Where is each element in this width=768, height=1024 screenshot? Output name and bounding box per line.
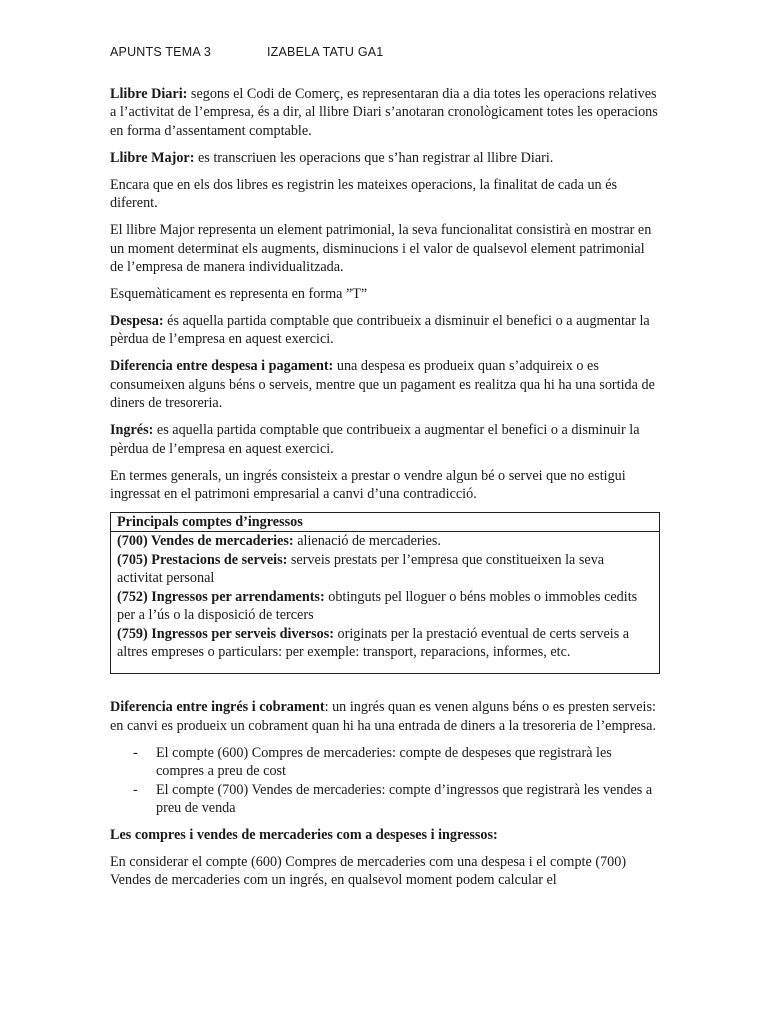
account-term: (700) Vendes de mercaderies: xyxy=(117,533,294,550)
heading-compres-vendes: Les compres i vendes de mercaderies com a despeses i ingressos: xyxy=(110,826,498,843)
account-term: (752) Ingressos per arrendaments: xyxy=(117,588,325,605)
paragraph-termes-generals: En termes generals, un ingrés consisteix a prestar o vendre algun bé o servei que no estigui ingressat en el patrimoni empresarial a canvi d’una contradicció. xyxy=(110,467,626,503)
account-text: alienació de mercaderies. xyxy=(293,533,441,550)
account-term: (759) Ingressos per serveis diversos: xyxy=(117,625,334,642)
paragraph-llibre-diari xyxy=(110,85,660,140)
header-topic: APUNTS TEMA 3 xyxy=(110,45,212,59)
term-despesa: Despesa: xyxy=(110,313,164,330)
term-ingres-cobrament: Diferencia entre ingrés i cobrament xyxy=(110,699,325,716)
account-entry xyxy=(117,588,653,625)
document-body xyxy=(110,85,660,898)
paragraph-ingres-cobrament xyxy=(110,698,660,735)
account-text: originats per la prestació eventual de certs serveis a altres empreses o particulars: per exemple: transport, reparacions, informes, etc. xyxy=(117,625,630,660)
paragraph-ingres xyxy=(110,421,660,458)
accounts-list xyxy=(110,744,660,818)
term-llibre-major: Llibre Major: xyxy=(110,149,195,166)
account-entry xyxy=(117,532,653,550)
paragraph-finalitat: Encara que en els dos libres es registrin les mateixes operacions, la finalitat de cada un és diferent. xyxy=(110,176,618,212)
header-author: IZABELA TATU GA1 xyxy=(267,45,384,59)
list-item: - El compte (700) Vendes de mercaderies: compte d’ingressos que registrarà les vendes a preu de venda xyxy=(156,781,660,818)
term-llibre-diari: Llibre Diari: xyxy=(110,86,188,102)
account-term: (705) Prestacions de serveis: xyxy=(117,551,288,568)
text-llibre-major: es transcriuen les operacions que s’han registrar al llibre Diari. xyxy=(194,149,554,166)
text-ingres: es aquella partida comptable que contribueix a augmentar el benefici o a disminuir la pèrdua de l’empresa en aquest exercici. xyxy=(110,422,640,457)
text-ingres-cobrament: : un ingrés quan es venen alguns béns o es presten serveis: en canvi es produeix un cobrament quan hi ha una entrada de diners a la tresoreria de l’empresa. xyxy=(110,699,656,734)
paragraph-esquema-t: Esquemàticament es representa en forma ”T” xyxy=(110,286,368,303)
paragraph-despesa-pagament xyxy=(110,357,660,412)
account-entry xyxy=(117,625,653,662)
term-ingres: Ingrés: xyxy=(110,422,154,439)
text-despesa-pagament: una despesa es produeix quan s’adquireix o es consumeixen alguns béns o serveis, mentre que un pagament es realitza qua hi ha una sortida de diners de tresoreria. xyxy=(110,358,655,412)
text-llibre-diari: segons el Codi de Comerç, es representaran dia a dia totes les operacions relatives a l’activitat de l’empresa, és a dir, al llibre Diari s’anotaran cronològicament totes les operacions en forma d’assentament comptable. xyxy=(110,86,658,139)
account-text: obtinguts pel lloguer o béns mobles o immobles cedits per a l’ús o la disposició de tercers xyxy=(117,588,638,624)
account-entry xyxy=(117,551,653,588)
account-text: serveis prestats per l’empresa que constitueixen la seva activitat personal xyxy=(117,551,605,587)
term-despesa-pagament: Diferencia entre despesa i pagament: xyxy=(110,358,334,375)
text-despesa: és aquella partida comptable que contribueix a disminuir el benefici o a augmentar la pèrdua de l’empresa en aquest exercici. xyxy=(110,313,650,348)
accounts-box xyxy=(110,512,660,674)
page-header xyxy=(110,43,384,61)
list-item: - El compte (600) Compres de mercaderies: compte de despeses que registrarà les compres a preu de cost xyxy=(156,744,660,781)
paragraph-llibre-major-funcio: El llibre Major representa un element patrimonial, la seva funcionalitat consistirà en mostrar en un moment determinat els augments, disminucions i el valor de qualsevol element patrimonial de l’empresa de manera individualitzada. xyxy=(110,222,652,276)
paragraph-despesa xyxy=(110,312,660,349)
paragraph-llibre-major xyxy=(110,149,660,167)
section-heading xyxy=(110,826,660,844)
paragraph-considerar: En considerar el compte (600) Compres de mercaderies com una despesa i el compte (700) Vendes de mercaderies com un ingrés, en qualsevol moment podem calcular el xyxy=(110,853,627,889)
accounts-box-title: Principals comptes d’ingressos xyxy=(111,513,659,532)
